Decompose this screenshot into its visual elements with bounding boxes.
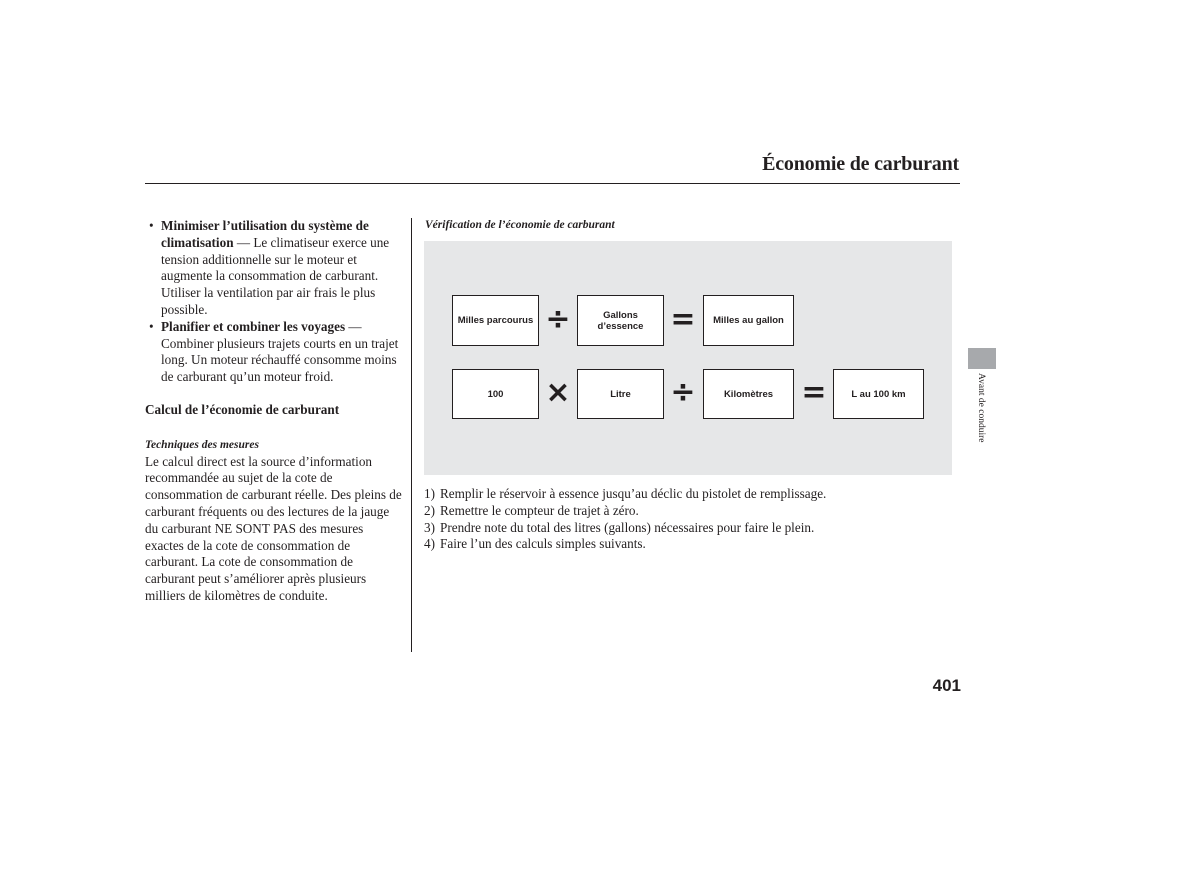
box-l-au-100-km: L au 100 km (833, 369, 924, 419)
step-text: Remplir le réservoir à essence jusqu’au déclic du pistolet de remplissage. (440, 486, 827, 501)
body-paragraph: Le calcul direct est la source d’information recommandée au sujet de la cote de consommation de carburant réelle. Des pleins de carburant fréquents ou des lectures de la jauge du carburant NE SONT PAS des mesures exactes de la cote de consommation de carburant. La cote de consommation de carburant peut s’améliorer après plusieurs milliers de kilomètres de conduite. (145, 453, 402, 603)
bullet-bold: Minimiser l’utilisation du système de climatisation (161, 218, 369, 250)
bullet-item (145, 218, 403, 319)
box-100: 100 (452, 369, 539, 419)
bullet-item (145, 319, 403, 386)
left-column (145, 218, 403, 605)
sub-heading: Techniques des mesures (145, 438, 259, 451)
box-milles-au-gallon: Milles au gallon (703, 295, 794, 346)
steps-list (424, 486, 954, 553)
bullet-bold: Planifier et combiner les voyages (161, 318, 346, 334)
bullet-text: — Le climatiseur exerce une tension additionnelle sur le moteur et augmente la consommation de carburant. Utiliser la ventilation par air frais le plus possible. (161, 234, 390, 317)
step-number: 2) (424, 502, 435, 518)
equals-icon: = (801, 375, 827, 410)
multiply-icon: × (545, 375, 571, 410)
box-gallons-essence: Gallons d’essence (577, 295, 664, 346)
list-item (424, 520, 954, 537)
box-kilometres: Kilomètres (703, 369, 794, 419)
list-item (424, 503, 954, 520)
page-number: 401 (932, 676, 961, 695)
box-milles-parcourus: Milles parcourus (452, 295, 539, 346)
step-number: 1) (424, 486, 435, 501)
bullet-icon: • (149, 218, 154, 233)
fuel-economy-diagram (424, 241, 952, 475)
section-tab-label: Avant de conduire (976, 373, 986, 443)
list-item (424, 486, 954, 503)
step-text: Remettre le compteur de trajet à zéro. (440, 502, 639, 518)
diagram-caption: Vérification de l’économie de carburant (425, 219, 615, 231)
section-tab (968, 348, 996, 369)
header-rule (145, 183, 960, 184)
box-litre: Litre (577, 369, 664, 419)
step-number: 3) (424, 519, 435, 535)
section-heading: Calcul de l’économie de carburant (145, 401, 340, 417)
step-text: Faire l’un des calculs simples suivants. (440, 536, 646, 552)
column-divider (411, 218, 412, 652)
list-item (424, 536, 954, 553)
page-title: Économie de carburant (762, 153, 959, 175)
divide-icon: ÷ (670, 375, 696, 410)
step-text: Prendre note du total des litres (gallons) nécessaires pour faire le plein. (440, 519, 815, 535)
divide-icon: ÷ (545, 302, 571, 337)
bullet-text: — Combiner plusieurs trajets courts en un trajet long. Un moteur réchauffé consomme moins de carburant qu’un moteur froid. (161, 318, 399, 385)
equals-icon: = (670, 302, 696, 337)
bullet-icon: • (149, 318, 154, 334)
step-number: 4) (424, 536, 435, 552)
